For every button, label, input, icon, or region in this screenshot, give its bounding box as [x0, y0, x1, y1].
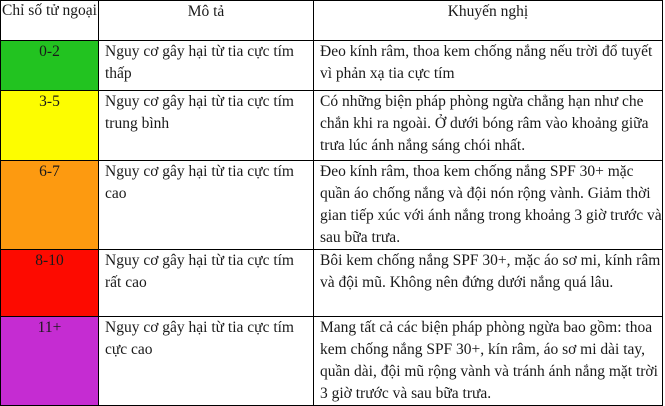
header-description: Mô tả — [99, 1, 314, 41]
description-cell: Nguy cơ gây hại từ tia cực tím rất cao — [99, 250, 314, 317]
recommendation-cell: Bôi kem chống nắng SPF 30+, mặc áo sơ mi, kính râm và đội mũ. Không nên đứng dưới nắng quá lâu. — [314, 250, 663, 317]
recommendation-cell: Mang tất cả các biện pháp phòng ngừa bao gồm: thoa kem chống nắng SPF 30+, kín râm, áo sơ mi dài tay, quần dài, đội mũ rộng vành và tránh ánh nắng mặt trời 3 giờ trước và sau bữa trưa. — [314, 317, 663, 406]
recommendation-cell: Đeo kính râm, thoa kem chống nắng nếu trời đổ tuyết vì phản xạ tia cực tím — [314, 41, 663, 91]
table-row-very-high — [1, 250, 663, 317]
uv-level-cell: 11+ — [1, 317, 99, 406]
description-cell: Nguy cơ gây hại từ tia cực tím trung bình — [99, 91, 314, 161]
table-row-extreme — [1, 317, 663, 406]
recommendation-cell: Có những biện pháp phòng ngừa chẳng hạn như che chắn khi ra ngoài. Ở dưới bóng râm vào khoảng giữa trưa lúc ánh nắng sáng chói nhất. — [314, 91, 663, 161]
recommendation-cell: Đeo kính râm, thoa kem chống nắng SPF 30+ mặc quần áo chống nắng và đội nón rộng vành. Giảm thời gian tiếp xúc với ánh nắng trong khoảng 3 giờ trước và sau bữa trưa. — [314, 161, 663, 250]
description-cell: Nguy cơ gây hại từ tia cực tím thấp — [99, 41, 314, 91]
description-cell: Nguy cơ gây hại từ tia cực tím cao — [99, 161, 314, 250]
header-recommendation: Khuyến nghị — [314, 1, 663, 41]
uv-level-cell: 6-7 — [1, 161, 99, 250]
header-uv-index: Chỉ số tử ngoại — [1, 1, 99, 41]
uv-level-cell: 3-5 — [1, 91, 99, 161]
table-row-moderate — [1, 91, 663, 161]
uv-level-cell: 0-2 — [1, 41, 99, 91]
table-row-high — [1, 161, 663, 250]
description-cell: Nguy cơ gây hại từ tia cực tím cực cao — [99, 317, 314, 406]
table-row-low — [1, 41, 663, 91]
uv-level-cell: 8-10 — [1, 250, 99, 317]
header-row — [1, 1, 663, 41]
